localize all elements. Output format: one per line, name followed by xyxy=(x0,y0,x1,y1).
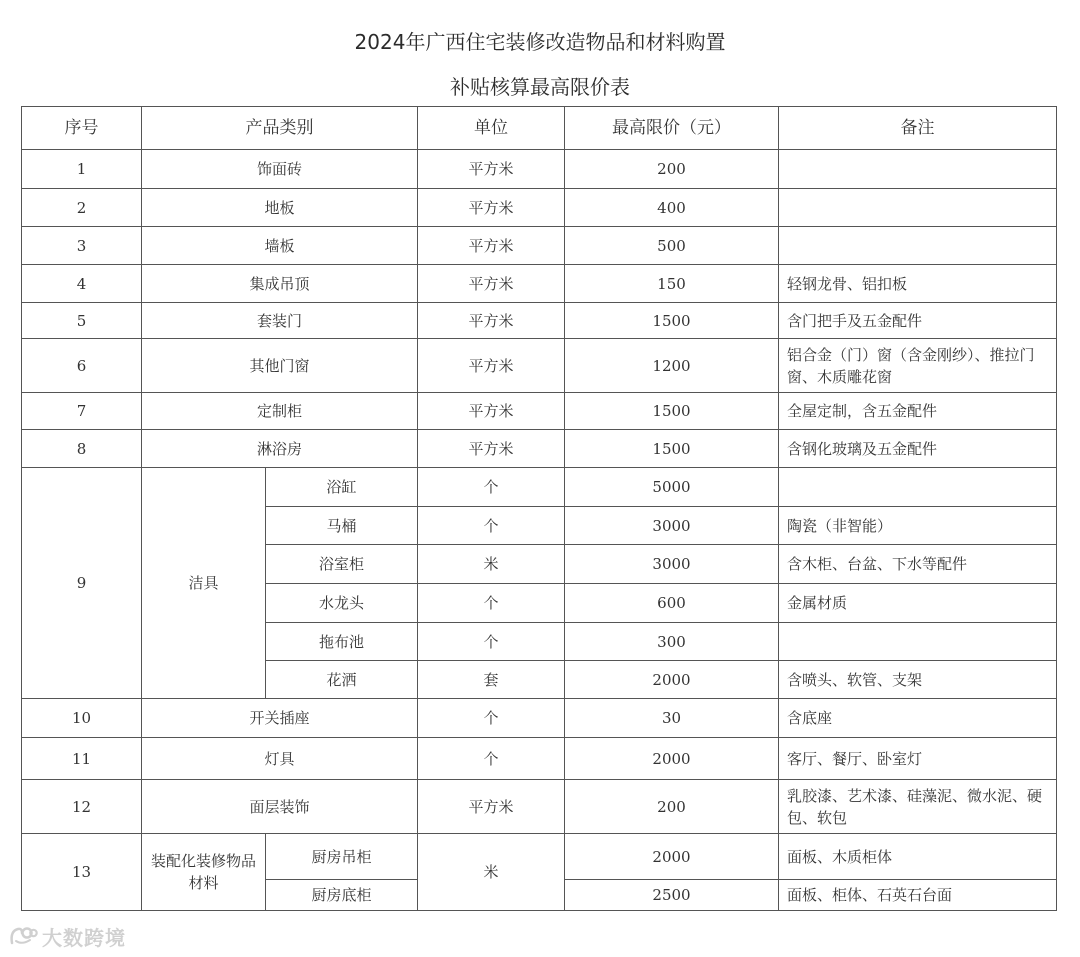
row-no: 2 xyxy=(22,189,142,227)
table-header-row xyxy=(22,107,1057,150)
table-row xyxy=(22,339,1057,393)
row-unit: 平方米 xyxy=(418,189,565,227)
table-row xyxy=(22,150,1057,189)
table-row xyxy=(22,780,1057,834)
row-category: 其他门窗 xyxy=(142,339,418,393)
row-no: 13 xyxy=(22,834,142,911)
row-note: 含底座 xyxy=(779,699,1057,738)
row-unit: 个 xyxy=(418,468,565,507)
row-note: 含门把手及五金配件 xyxy=(779,303,1057,339)
row-subcategory: 浴缸 xyxy=(266,468,418,507)
row-note: 乳胶漆、艺术漆、硅藻泥、微水泥、硬包、软包 xyxy=(779,780,1057,834)
header-max-price: 最高限价（元） xyxy=(565,107,779,150)
row-subcategory: 花洒 xyxy=(266,661,418,699)
row-note: 轻钢龙骨、铝扣板 xyxy=(779,265,1057,303)
row-price: 200 xyxy=(565,780,779,834)
row-note: 含喷头、软管、支架 xyxy=(779,661,1057,699)
table-row xyxy=(22,738,1057,780)
row-unit: 个 xyxy=(418,584,565,623)
row-no: 10 xyxy=(22,699,142,738)
row-note xyxy=(779,623,1057,661)
row-no: 6 xyxy=(22,339,142,393)
row-note: 全屋定制，含五金配件 xyxy=(779,393,1057,430)
row-note xyxy=(779,189,1057,227)
row-unit: 个 xyxy=(418,623,565,661)
row-price: 150 xyxy=(565,265,779,303)
row-price: 2000 xyxy=(565,834,779,880)
row-note: 铝合金（门）窗（含金刚纱）、推拉门窗、木质雕花窗 xyxy=(779,339,1057,393)
row-subcategory: 水龙头 xyxy=(266,584,418,623)
row-note: 面板、木质柜体 xyxy=(779,834,1057,880)
row-no: 9 xyxy=(22,468,142,699)
row-price: 500 xyxy=(565,227,779,265)
row-no: 7 xyxy=(22,393,142,430)
row-note xyxy=(779,468,1057,507)
row-subcategory: 厨房吊柜 xyxy=(266,834,418,880)
row-unit: 平方米 xyxy=(418,227,565,265)
watermark xyxy=(8,920,126,952)
row-subcategory: 厨房底柜 xyxy=(266,880,418,911)
row-unit: 平方米 xyxy=(418,393,565,430)
row-price: 1500 xyxy=(565,393,779,430)
row-price: 400 xyxy=(565,189,779,227)
row-category: 地板 xyxy=(142,189,418,227)
row-subcategory: 浴室柜 xyxy=(266,545,418,584)
row-no: 8 xyxy=(22,430,142,468)
row-unit: 平方米 xyxy=(418,339,565,393)
row-no: 5 xyxy=(22,303,142,339)
row-note: 陶瓷（非智能） xyxy=(779,507,1057,545)
row-category: 面层装饰 xyxy=(142,780,418,834)
row-price: 2000 xyxy=(565,661,779,699)
row-price: 200 xyxy=(565,150,779,189)
row-category: 装配化装修物品材料 xyxy=(142,834,266,911)
table-row xyxy=(22,430,1057,468)
table-row xyxy=(22,189,1057,227)
header-category: 产品类别 xyxy=(142,107,418,150)
table-row xyxy=(22,699,1057,738)
table-row xyxy=(22,303,1057,339)
row-category: 套装门 xyxy=(142,303,418,339)
row-price: 300 xyxy=(565,623,779,661)
row-price: 2000 xyxy=(565,738,779,780)
row-price: 2500 xyxy=(565,880,779,911)
row-unit: 米 xyxy=(418,834,565,911)
row-price: 3000 xyxy=(565,507,779,545)
row-unit: 平方米 xyxy=(418,780,565,834)
row-unit: 个 xyxy=(418,738,565,780)
row-category: 淋浴房 xyxy=(142,430,418,468)
row-no: 3 xyxy=(22,227,142,265)
row-unit: 平方米 xyxy=(418,265,565,303)
table-row xyxy=(22,468,1057,507)
row-category: 灯具 xyxy=(142,738,418,780)
document-subtitle: 补贴核算最高限价表 xyxy=(450,75,630,99)
row-category: 开关插座 xyxy=(142,699,418,738)
row-note: 含钢化玻璃及五金配件 xyxy=(779,430,1057,468)
row-no: 4 xyxy=(22,265,142,303)
row-price: 30 xyxy=(565,699,779,738)
watermark-text: 大数跨境 xyxy=(42,925,126,950)
row-no: 1 xyxy=(22,150,142,189)
row-category: 集成吊顶 xyxy=(142,265,418,303)
row-unit: 平方米 xyxy=(418,430,565,468)
table-row xyxy=(22,265,1057,303)
header-no: 序号 xyxy=(22,107,142,150)
row-note: 面板、柜体、石英石台面 xyxy=(779,880,1057,911)
row-note xyxy=(779,227,1057,265)
row-no: 12 xyxy=(22,780,142,834)
row-unit: 米 xyxy=(418,545,565,584)
table-row xyxy=(22,834,1057,880)
row-unit: 平方米 xyxy=(418,150,565,189)
row-price: 5000 xyxy=(565,468,779,507)
row-note xyxy=(779,150,1057,189)
row-note: 金属材质 xyxy=(779,584,1057,623)
document-title: 2024年广西住宅装修改造物品和材料购置 xyxy=(354,30,726,54)
table-row xyxy=(22,393,1057,430)
table-row xyxy=(22,227,1057,265)
row-category: 饰面砖 xyxy=(142,150,418,189)
row-price: 600 xyxy=(565,584,779,623)
row-category: 洁具 xyxy=(142,468,266,699)
row-price: 1200 xyxy=(565,339,779,393)
row-subcategory: 拖布池 xyxy=(266,623,418,661)
brand-logo-icon xyxy=(8,923,38,949)
row-price: 1500 xyxy=(565,303,779,339)
row-subcategory: 马桶 xyxy=(266,507,418,545)
row-note: 含木柜、台盆、下水等配件 xyxy=(779,545,1057,584)
row-price: 3000 xyxy=(565,545,779,584)
row-price: 1500 xyxy=(565,430,779,468)
row-unit: 个 xyxy=(418,507,565,545)
row-unit: 套 xyxy=(418,661,565,699)
header-unit: 单位 xyxy=(418,107,565,150)
price-limit-table xyxy=(21,106,1057,911)
header-note: 备注 xyxy=(779,107,1057,150)
row-no: 11 xyxy=(22,738,142,780)
row-note: 客厅、餐厅、卧室灯 xyxy=(779,738,1057,780)
row-unit: 平方米 xyxy=(418,303,565,339)
row-unit: 个 xyxy=(418,699,565,738)
row-category: 定制柜 xyxy=(142,393,418,430)
row-category: 墙板 xyxy=(142,227,418,265)
